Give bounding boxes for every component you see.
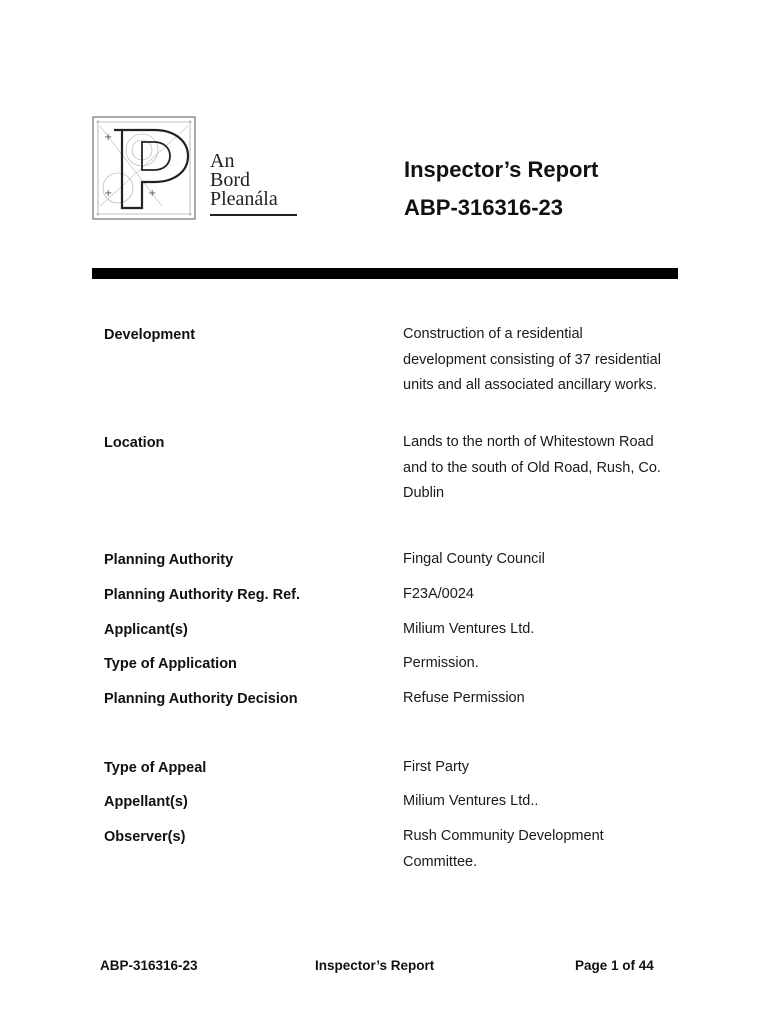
- logo-underline: [210, 214, 297, 216]
- svg-text:+: +: [104, 132, 113, 143]
- report-title: Inspector’s Report: [404, 157, 599, 182]
- appellant-label: Appellant(s): [104, 794, 188, 810]
- footer-page-number: Page 1 of 44: [575, 958, 654, 973]
- location-value: Lands to the north of Whitestown Road and to the south of Old Road, Rush, Co. Dublin: [403, 434, 661, 501]
- appellant-value: Milium Ventures Ltd..: [403, 793, 539, 809]
- logo-line-an: An: [210, 150, 235, 172]
- planning-authority-label: Planning Authority: [104, 552, 234, 568]
- decision-label: Planning Authority Decision: [104, 691, 298, 707]
- logo-wordmark: [210, 152, 278, 209]
- reg-ref-label: Planning Authority Reg. Ref.: [104, 587, 301, 603]
- applicant-label: Applicant(s): [104, 622, 188, 638]
- development-label: Development: [104, 327, 196, 343]
- location-label: Location: [104, 435, 165, 451]
- decision-value: Refuse Permission: [403, 690, 525, 706]
- logo-monogram-icon: [92, 116, 196, 220]
- type-of-application-value: Permission.: [403, 655, 479, 671]
- svg-text:+: +: [104, 188, 113, 199]
- type-of-appeal-value: First Party: [403, 759, 470, 775]
- footer-title: Inspector’s Report: [315, 958, 435, 973]
- an-bord-pleanala-logo: [92, 116, 302, 220]
- logo-line-bord: Bord: [210, 169, 250, 191]
- type-of-appeal-label: Type of Appeal: [104, 760, 207, 776]
- reg-ref-value: F23A/0024: [403, 586, 474, 602]
- header-divider: [92, 268, 678, 279]
- development-value: Construction of a residential development consisting of 37 residential units and all associated ancillary works.: [403, 326, 661, 393]
- report-reference: ABP-316316-23: [404, 195, 563, 220]
- footer-reference: ABP-316316-23: [100, 958, 198, 973]
- planning-authority-value: Fingal County Council: [403, 551, 545, 567]
- observer-value: Rush Community Development Committee.: [403, 828, 604, 870]
- type-of-application-label: Type of Application: [104, 656, 237, 672]
- logo-line-pleanala: Pleanála: [210, 188, 278, 210]
- svg-text:+: +: [148, 188, 157, 199]
- applicant-value: Milium Ventures Ltd.: [403, 621, 535, 637]
- observer-label: Observer(s): [104, 829, 186, 845]
